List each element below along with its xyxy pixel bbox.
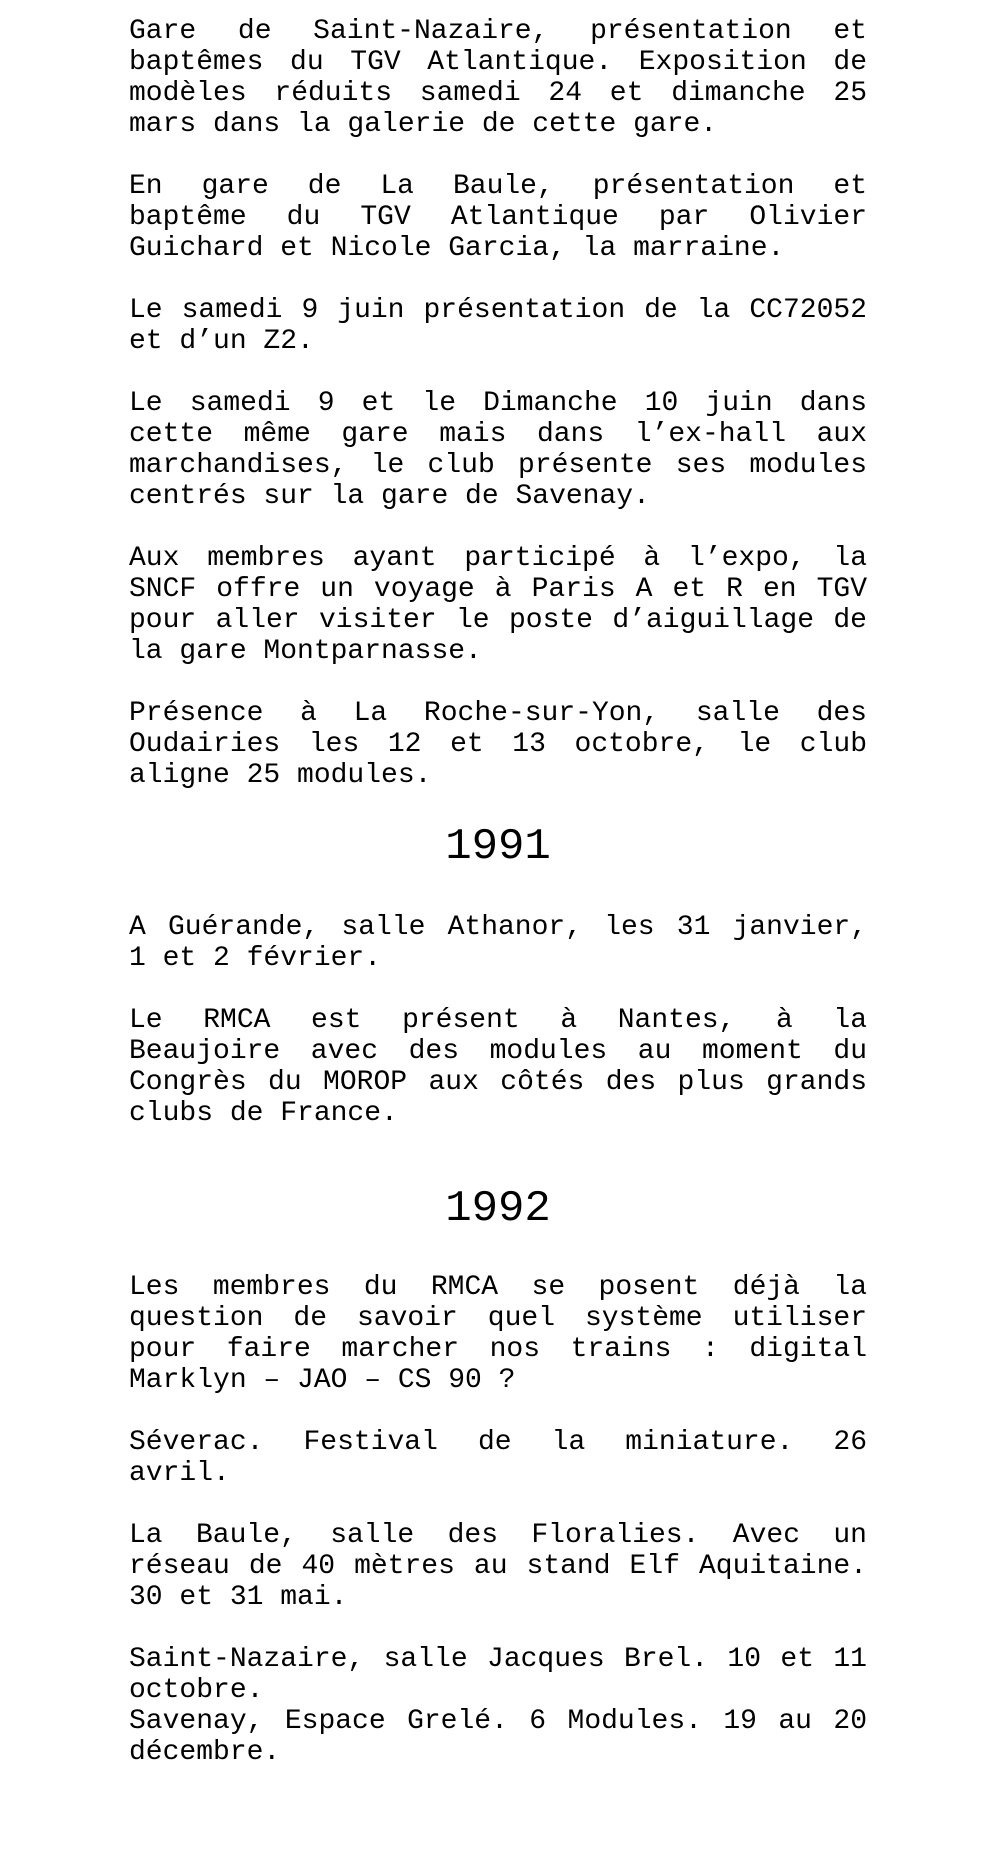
paragraph-sncf-voyage: Aux membres ayant participé à l’expo, la SNCF offre un voyage à Paris A et R en TGV pour aller visiter le poste d’aiguillage de la gare Montparnasse. [129, 543, 867, 667]
paragraph-espace-grele: Savenay, Espace Grelé. 6 Modules. 19 au 20 décembre. [129, 1706, 867, 1768]
paragraph-la-baule-tgv: En gare de La Baule, présentation et baptême du TGV Atlantique par Olivier Guichard et Nicole Garcia, la marraine. [129, 171, 867, 264]
paragraph-guerande: A Guérande, salle Athanor, les 31 janvier, 1 et 2 février. [129, 912, 867, 974]
paragraph-systeme-digital: Les membres du RMCA se posent déjà la question de savoir quel système utiliser pour faire marcher nos trains : digital Marklyn – JAO – CS 90 ? [129, 1272, 867, 1396]
paragraph-saint-nazaire-tgv: Gare de Saint-Nazaire, présentation et baptêmes du TGV Atlantique. Exposition de modèles réduits samedi 24 et dimanche 25 mars dans la galerie de cette gare. [129, 16, 867, 140]
year-heading-1991: 1991 [445, 822, 551, 872]
paragraph-modules-savenay: Le samedi 9 et le Dimanche 10 juin dans cette même gare mais dans l’ex-hall aux marchandises, le club présente ses modules centrés sur la gare de Savenay. [129, 388, 867, 512]
paragraph-cc72052: Le samedi 9 juin présentation de la CC72052 et d’un Z2. [129, 295, 867, 357]
paragraph-severac: Séverac. Festival de la miniature. 26 avril. [129, 1427, 867, 1489]
paragraph-beaujoire-morop: Le RMCA est présent à Nantes, à la Beaujoire avec des modules au moment du Congrès du MOROP aux côtés des plus grands clubs de France. [129, 1005, 867, 1129]
year-heading-1992: 1992 [445, 1184, 551, 1234]
paragraph-la-roche-sur-yon: Présence à La Roche-sur-Yon, salle des Oudairies les 12 et 13 octobre, le club aligne 25 modules. [129, 698, 867, 791]
paragraph-floralies: La Baule, salle des Floralies. Avec un réseau de 40 mètres au stand Elf Aquitaine. 30 et 31 mai. [129, 1520, 867, 1613]
document-body [129, 16, 867, 1768]
paragraph-salle-jacques-brel: Saint-Nazaire, salle Jacques Brel. 10 et 11 octobre. [129, 1644, 867, 1706]
